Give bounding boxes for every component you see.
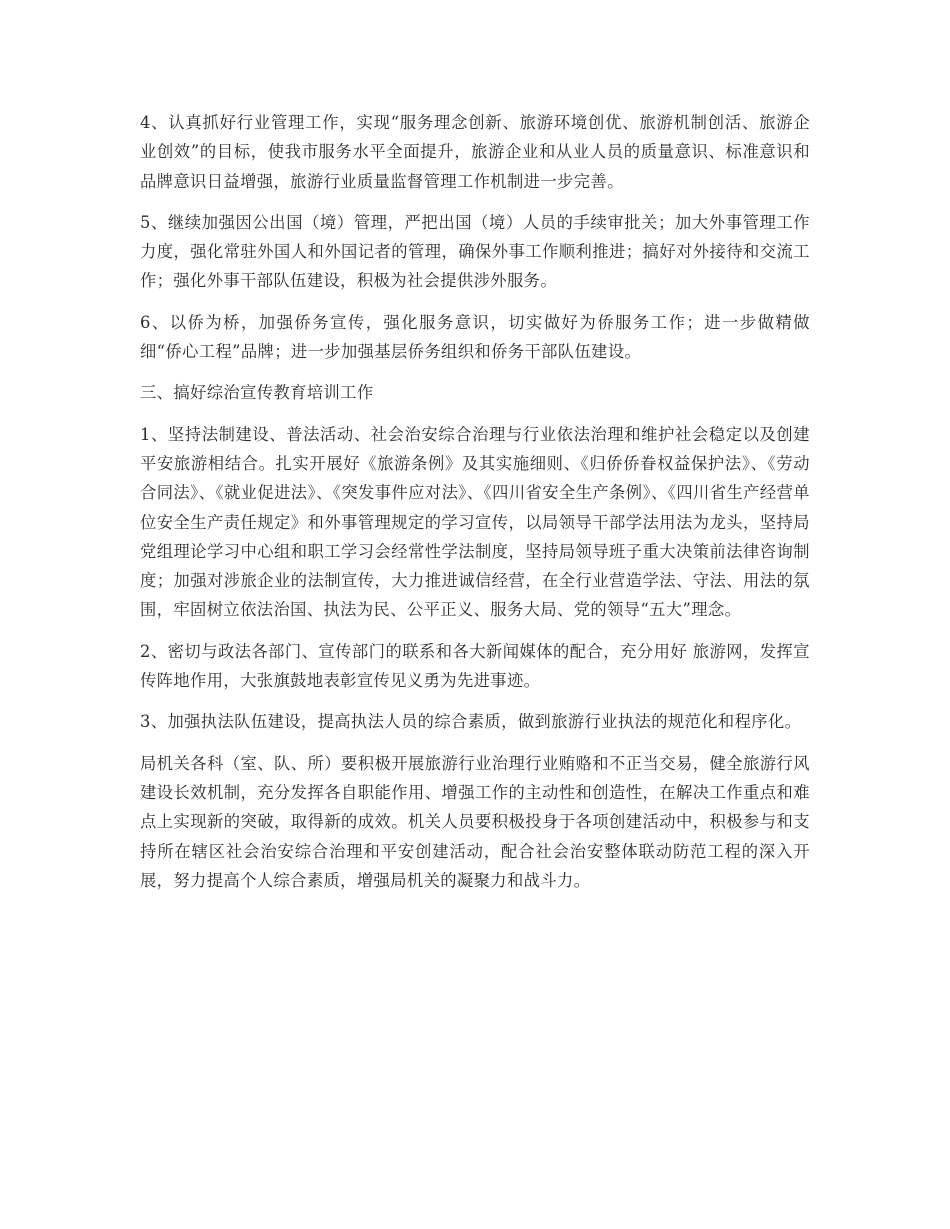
paragraph-item-1-legal-construction: 1、坚持法制建设、普法活动、社会治安综合治理与行业依法治理和维护社会稳定以及创建平安旅游相结合。扎实开展好《旅游条例》及其实施细则、《归侨侨眷权益保护法》、《劳动合同法》、《就业促进法》、《突发事件应对法》、《四川省安全生产条例》、《四川省生产经营单位安全生产责任规定》和外事管理规定的学习宣传，以局领导干部学法用法为龙头，坚持局党组理论学习中心组和职工学习会经常性学法制度，坚持局领导班子重大决策前法律咨询制度；加强对涉旅企业的法制宣传，大力推进诚信经营，在全行业营造学法、守法、用法的氛围，牢固树立依法治国、执法为民、公平正义、服务大局、党的领导“五大”理念。: [140, 424, 810, 620]
document-page: [140, 108, 810, 907]
paragraph-item-3-law-enforcement-team: 3、加强执法队伍建设，提高执法人员的综合素质，做到旅游行业执法的规范化和程序化。: [140, 712, 802, 732]
paragraph-item-6-overseas-chinese: 6、以侨为桥，加强侨务宣传，强化服务意识，切实做好为侨服务工作；进一步做精做细“侨心工程”品牌；进一步加强基层侨务组织和侨务干部队伍建设。: [140, 312, 810, 362]
paragraph-closing: 局机关各科（室、队、所）要积极开展旅游行业治理行业贿赂和不正当交易，健全旅游行风建设长效机制，充分发挥各自职能作用、增强工作的主动性和创造性，在解决工作重点和难点上实现新的突破，取得新的成效。机关人员要积极投身于各项创建活动中，积极参与和支持所在辖区社会治安综合治理和平安创建活动，配合社会治安整体联动防范工程的深入开展，努力提高个人综合素质，增强局机关的凝聚力和战斗力。: [140, 753, 810, 890]
section-heading: 三、搞好综治宣传教育培训工作: [140, 383, 374, 403]
paragraph-item-4-industry-management: 4、认真抓好行业管理工作，实现“服务理念创新、旅游环境创优、旅游机制创活、旅游企业创效”的目标，使我市服务水平全面提升，旅游企业和从业人员的质量意识、标准意识和品牌意识日益增强，旅游行业质量监督管理工作机制进一步完善。: [140, 113, 810, 191]
paragraph-item-2-media-cooperation: 2、密切与政法各部门、宣传部门的联系和各大新闻媒体的配合，充分用好 旅游网，发挥宣传阵地作用，大张旗鼓地表彰宣传见义勇为先进事迹。: [140, 641, 810, 691]
paragraph-item-5-foreign-affairs: 5、继续加强因公出国（境）管理，严把出国（境）人员的手续审批关；加大外事管理工作力度，强化常驻外国人和外国记者的管理，确保外事工作顺利推进；搞好对外接待和交流工作；强化外事干部队伍建设，积极为社会提供涉外服务。: [140, 212, 810, 291]
